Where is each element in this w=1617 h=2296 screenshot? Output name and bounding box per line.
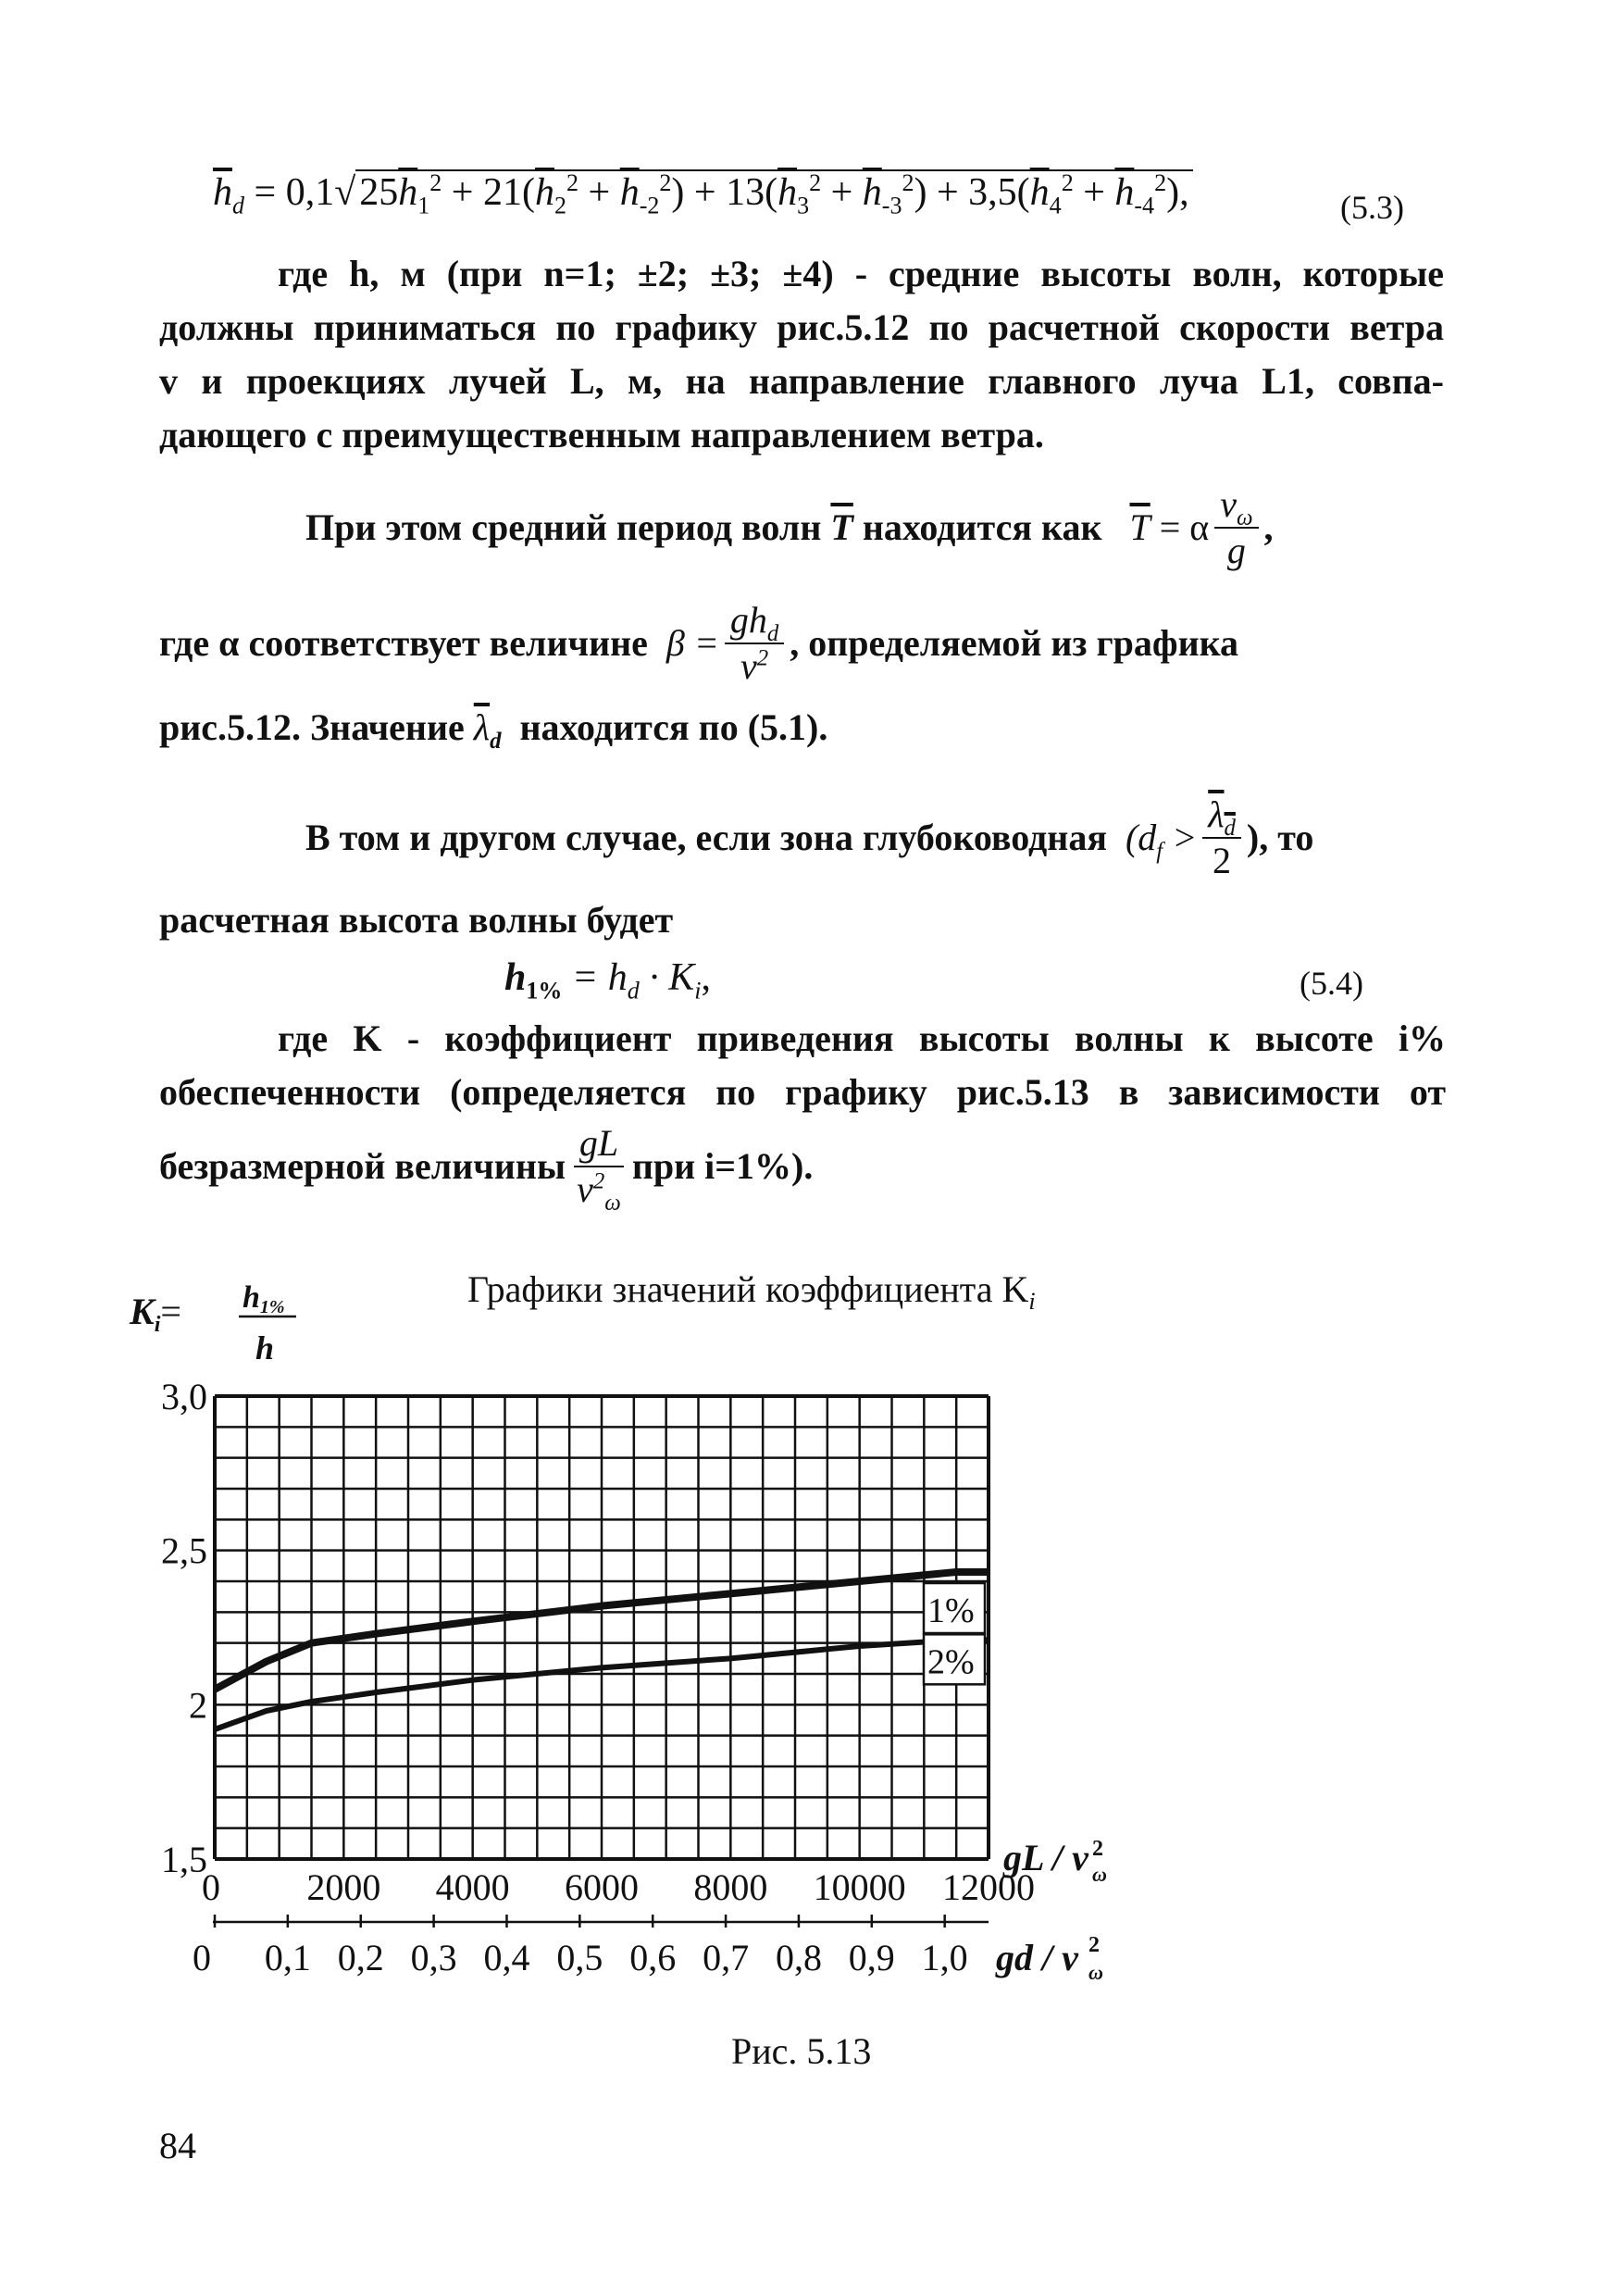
para2-tail: ,	[1263, 506, 1274, 548]
formula-term: ) + 3,5(	[914, 171, 1030, 214]
x2-tick-label: 0,8	[775, 1937, 822, 1978]
formula-54-eq: = h	[571, 956, 628, 999]
formula-54-lhs: h	[504, 956, 527, 999]
formula-term: ) + 13(	[671, 171, 778, 214]
y-ticks	[161, 1376, 207, 1880]
x-axis-label-sub: ω	[1092, 1863, 1107, 1886]
svg-text:h: h	[255, 1329, 275, 1366]
x-tick-label: 0	[202, 1866, 220, 1908]
period-symbol: $\overline{T}$	[830, 506, 853, 548]
para1-line4: дающего с преимущественным направлением ветра.	[159, 414, 1044, 455]
y-axis-label	[129, 1280, 296, 1366]
formula-lhs-sub: d	[232, 192, 245, 219]
x-axis-label-sup: 2	[1092, 1837, 1103, 1861]
formula-lhs: $\overline{h}$	[213, 171, 232, 214]
formula-5-4-number: (5.4)	[1300, 965, 1363, 1002]
para3-line2-b: находится по (5.1).	[519, 706, 828, 748]
depth-fraction: $\frac{\lambda_d}{2}$	[1202, 796, 1241, 880]
para4-cond-close: ), то	[1246, 817, 1314, 858]
period-formula-rhs: = α	[1159, 506, 1210, 548]
para4-text: В том и другом случае, если зона глубоководная	[305, 817, 1107, 858]
x2-tick-label: 0,9	[848, 1937, 895, 1978]
formula-term: +	[830, 171, 853, 214]
x2-axis-label: gd / v	[996, 1937, 1078, 1978]
y-tick-label: 2	[189, 1684, 207, 1727]
x2-axis-label-sup: 2	[1088, 1933, 1100, 1957]
x2-tick-label: 0,2	[337, 1937, 384, 1978]
para5-line2: обеспеченности (определяется по графику рис.5.13 в зависимости от	[159, 1071, 1446, 1113]
x2-tick-label: 0	[193, 1937, 211, 1978]
beta-fraction: $\frac{gh_d}{v^2}$	[725, 602, 784, 685]
gl-fraction: $\frac{gL}{v^2_\omega}$	[571, 1125, 627, 1208]
formula-5-3-number: (5.3)	[1340, 189, 1404, 226]
x-tick-label: 12000	[942, 1866, 1035, 1908]
x2-tick-label: 0,5	[556, 1937, 603, 1978]
para3-line2-a: рис.5.12. Значение	[159, 706, 465, 748]
para5-line3	[159, 1102, 813, 1231]
para2-mid: находится как	[862, 506, 1102, 548]
para1-line3: v и проекциях лучей L, м, на направление главного луча L1, совпа-	[159, 360, 1444, 402]
fraction-numerator: v	[1220, 483, 1238, 525]
para5-line1: где K - коэффициент приведения высоты волны к высоте i%	[278, 1017, 1446, 1059]
series-label-1: 1%	[927, 1591, 975, 1630]
x2-axis-label-sub: ω	[1088, 1961, 1103, 1984]
x-tick-label: 2000	[306, 1866, 381, 1908]
para3-line1	[159, 593, 1446, 694]
x-tick-label: 8000	[693, 1866, 768, 1908]
y-tick-label: 1,5	[161, 1839, 207, 1880]
formula-radicand: $25\overline{h}_1^2 + 21(\overline{h}_2^2 + \overline{h}_{-2}^2) + 13(\overline{h}_3^2 + \overline{h}_{-3}^2) + 3,5(\overline{h}_4^2 + \overline{h}_{-4}^2)$,	[355, 169, 1192, 214]
fraction-denominator: g	[1226, 530, 1246, 571]
period-fraction	[1214, 483, 1258, 571]
para4-line1: В том и другом случае, если зона глубоководная ($d_f$ > $\frac{\lambda_d}{2}$ ), то	[305, 793, 1314, 881]
svg-text:h1%: h1%	[243, 1280, 285, 1317]
para2-text: При этом средний период волн	[305, 506, 822, 548]
formula-term: +	[1083, 171, 1105, 214]
formula-5-4: $h_{1\%} = h_d \cdot K_i$,	[504, 956, 712, 1004]
x2-tick-label: 0,7	[703, 1937, 750, 1978]
para3-line2: рис.5.12. Значение $\overline{\lambda}_d$ находится по (5.1).	[159, 706, 828, 754]
para5-line3-b: при i=1%).	[631, 1145, 814, 1187]
x2-tick-label: 0,6	[629, 1937, 677, 1978]
figure-caption: Рис. 5.13	[731, 2030, 872, 2072]
x-axis-label: gL / v	[1003, 1837, 1088, 1878]
series-line-2	[215, 1640, 956, 1729]
formula-term: +	[588, 171, 611, 214]
x2-tick-label: 0,1	[264, 1937, 311, 1978]
beta-symbol: β =	[665, 622, 719, 664]
lambda-symbol: $\overline{\lambda}$	[473, 706, 491, 748]
para3-text1: где α соответствует величине	[159, 622, 648, 664]
para1-line1: где h, м (при n=1; ±2; ±3; ±4) - средние высоты волн, которые	[278, 253, 1444, 294]
para5-line3-a: безразмерной величины	[159, 1145, 566, 1187]
chart-title: Графики значений коэффициента $K_i$	[467, 1268, 1036, 1315]
para1-line2: должны приниматься по графику рис.5.12 по расчетной скорости ветра	[159, 306, 1444, 348]
ki-chart	[0, 1241, 1617, 2000]
x2-tick-label: 1,0	[921, 1937, 968, 1978]
x2-ticks	[193, 1915, 1103, 1984]
x2-tick-label: 0,4	[483, 1937, 530, 1978]
page-number: 84	[159, 2125, 196, 2166]
x2-tick-label: 0,3	[410, 1937, 457, 1978]
chart-grid	[215, 1396, 989, 1859]
para3-text2: , определяемой из графика	[790, 622, 1239, 664]
x-ticks	[202, 1837, 1107, 1908]
x-tick-label: 4000	[435, 1866, 510, 1908]
y-tick-label: 2,5	[161, 1529, 207, 1572]
y-tick-label: 3,0	[161, 1376, 207, 1417]
formula-term: ),	[1166, 171, 1189, 214]
x-tick-label: 10000	[813, 1866, 906, 1908]
fraction-sub: ω	[1237, 505, 1253, 530]
formula-term: 25	[359, 171, 399, 214]
series-label-2: 2%	[927, 1642, 975, 1682]
formula-54-rhs: · K	[649, 956, 695, 999]
formula-term: + 21(	[451, 171, 535, 214]
para2: При этом средний период волн $\overline{T}$ находится как $\overline{T}$ = α $\frac{v_\omega}{g}$ ,	[305, 483, 1274, 571]
formula-coef: = 0,1	[254, 171, 335, 214]
svg-text:Ki=: $K_i=$	[130, 1291, 181, 1337]
formula-5-3: $\overline{h}_d = 0,1√25\overline{h}_1^2 + 21(\overline{h}_2^2 + \overline{h}_{-2}^2) + 13(\overline{h}_3^2 + \overline{h}_{-3}^2) + 3,5(\overline{h}_4^2 + \overline{h}_{-4}^2)$,	[213, 167, 1193, 218]
para4-line2: расчетная высота волны будет	[159, 899, 674, 941]
x-tick-label: 6000	[565, 1866, 639, 1908]
